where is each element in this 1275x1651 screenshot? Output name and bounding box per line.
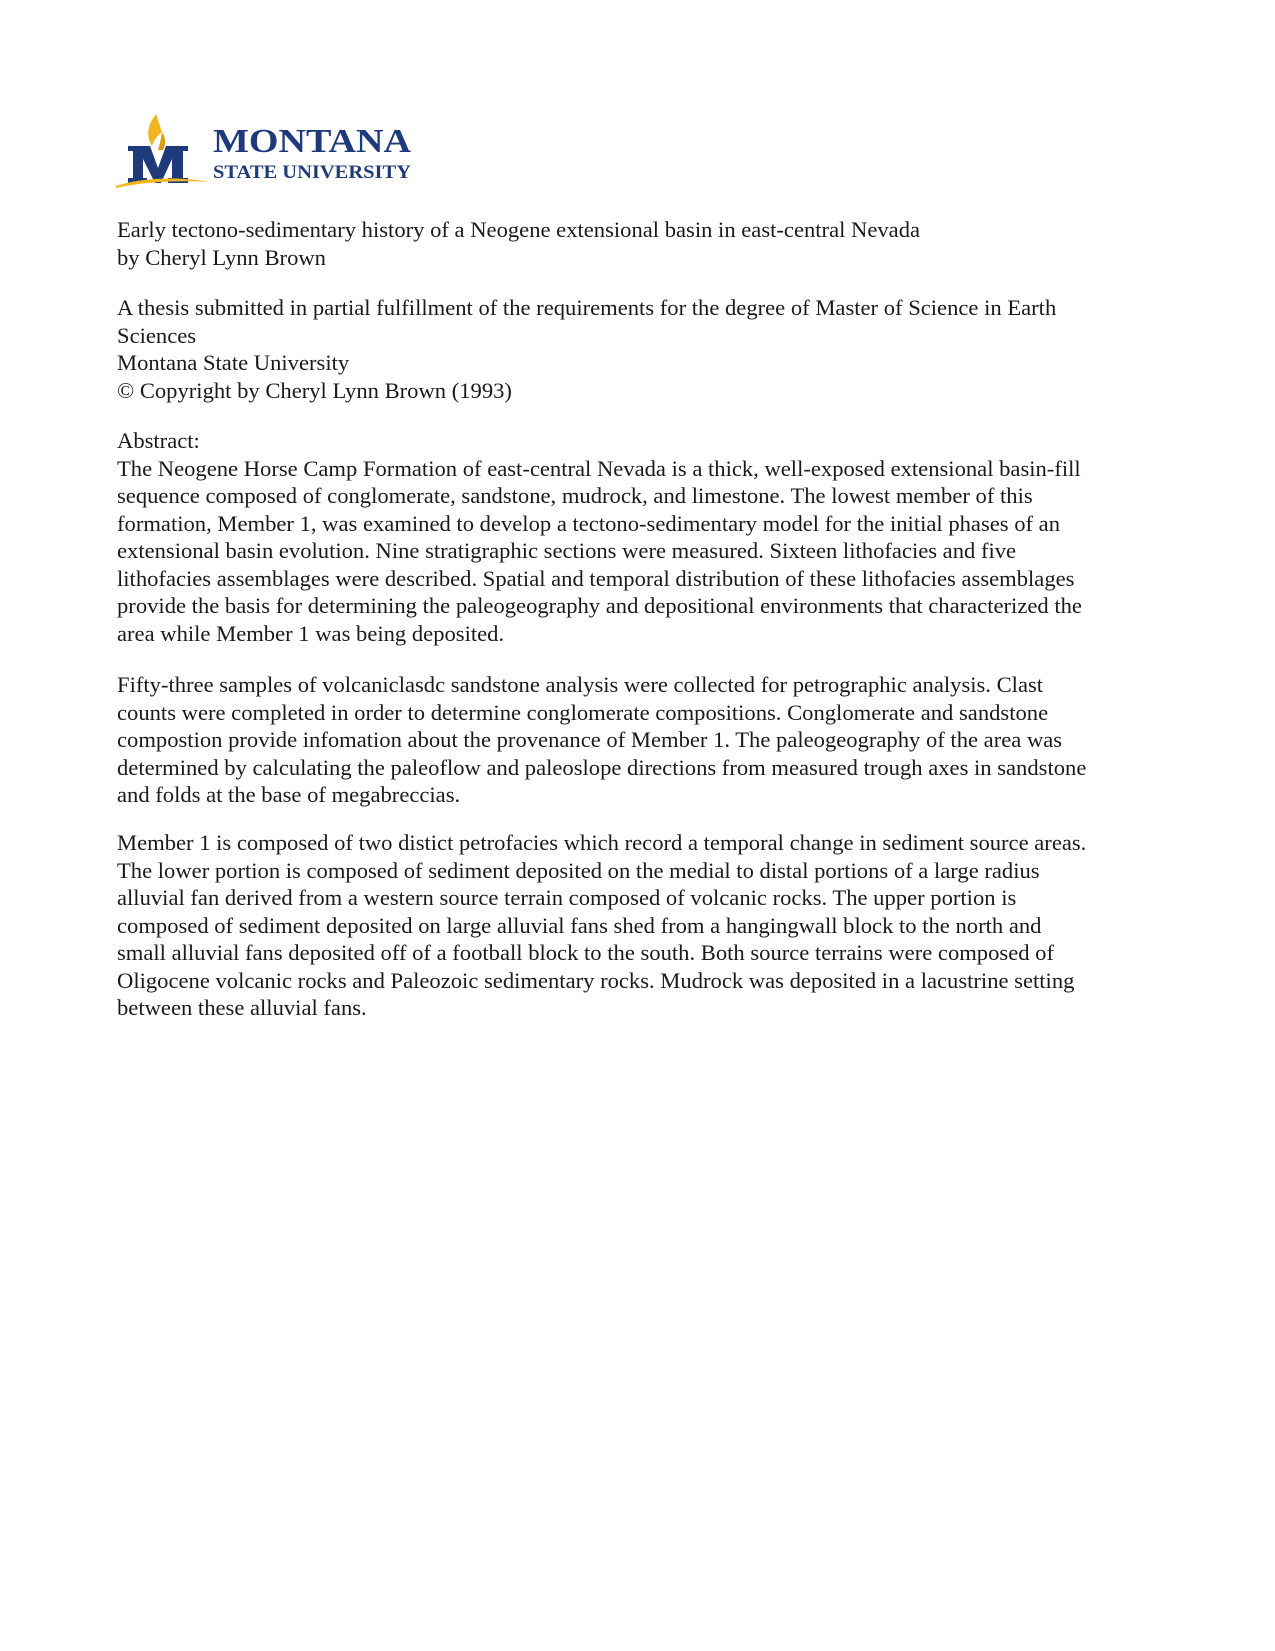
abstract-paragraph-block: [117, 829, 1167, 1022]
abstract-paragraph-block: [117, 671, 1167, 809]
abstract-paragraph: Member 1 is composed of two distict petrofacies which record a temporal change in sediment source areas. The lower portion is composed of sediment deposited on the medial to distal portions of a large radius alluvial fan derived from a western source terrain composed of volcanic rocks. The upper portion is composed of sediment deposited on large alluvial fans shed from a hangingwall block to the north and small alluvial fans deposited off of a football block to the south. Both source terrains were composed of Oligocene volcanic rocks and Paleozoic sedimentary rocks. Mudrock was deposited in a lacustrine setting between these alluvial fans.: [117, 830, 1087, 1020]
abstract-heading: Abstract:: [117, 428, 200, 453]
thesis-title: Early tectono-sedimentary history of a Neogene extensional basin in east-central Nevada: [117, 217, 921, 242]
logo-wordmark-line2: STATE UNIVERSITY: [213, 162, 412, 183]
thesis-author: by Cheryl Lynn Brown: [117, 244, 326, 270]
copyright-line: © Copyright by Cheryl Lynn Brown (1993): [117, 377, 512, 403]
abstract-paragraph: The Neogene Horse Camp Formation of east-central Nevada is a thick, well-exposed extensional basin-fill sequence composed of conglomerate, sandstone, mudrock, and limestone. The lowest member of this formation, Member 1, was examined to develop a tectono-sedimentary model for the initial phases of an extensional basin evolution. Nine stratigraphic sections were measured. Sixteen lithofacies and five lithofacies assemblages were described. Spatial and temporal distribution of these lithofacies assemblages provide the basis for determining the paleogeography and depositional environments that characterized the area while Member 1 was being deposited.: [117, 455, 1082, 646]
thesis-statement: A thesis submitted in partial fulfillment of the requirements for the degree of Master of Science in Earth Sciences: [117, 295, 1057, 348]
title-block: [117, 216, 1167, 271]
thesis-info-block: [117, 294, 1167, 404]
logo-wordmark-line1: MONTANA: [213, 123, 412, 160]
montana-state-university-logo: [116, 112, 436, 202]
abstract-section: [117, 427, 1167, 647]
institution-name: Montana State University: [117, 350, 350, 375]
abstract-paragraph: Fifty-three samples of volcaniclasdc sandstone analysis were collected for petrographic analysis. Clast counts were completed in order to determine conglomerate compositions. Conglomerate and sandstone compostion provide infomation about the provenance of Member 1. The paleogeography of the area was determined by calculating the paleoflow and paleoslope directions from measured trough axes in sandstone and folds at the base of megabreccias.: [117, 672, 1087, 807]
